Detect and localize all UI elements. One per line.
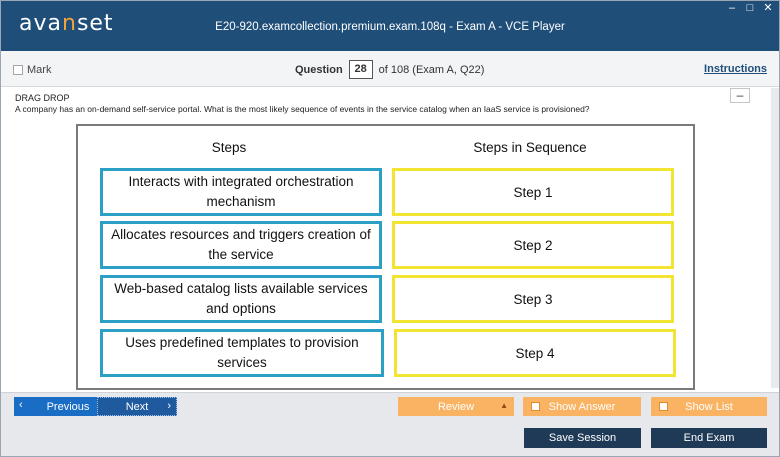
steps-header: Steps (211, 140, 247, 155)
avanset-logo: avanset (19, 11, 114, 36)
save-session-button[interactable]: Save Session (524, 428, 641, 448)
question-counter (295, 60, 484, 79)
minimize-icon[interactable]: – (728, 2, 736, 14)
chevron-left-icon: ‹ (19, 399, 23, 411)
show-answer-button[interactable]: Show Answer (523, 397, 641, 416)
sequence-slot[interactable]: Step 1 (392, 168, 674, 216)
maximize-icon[interactable]: □ (746, 2, 754, 14)
sequence-slot[interactable]: Step 4 (394, 329, 676, 377)
previous-button[interactable]: ‹ Previous (14, 397, 122, 416)
scrollbar[interactable] (771, 88, 779, 388)
step-item[interactable]: Uses predefined templates to provision services (100, 329, 384, 377)
end-exam-button[interactable]: End Exam (651, 428, 767, 448)
window-controls (727, 3, 773, 13)
checkbox-icon[interactable] (659, 402, 668, 411)
step-item[interactable]: Web-based catalog lists available services and options (100, 275, 382, 323)
show-list-button[interactable]: Show List (651, 397, 767, 416)
next-button[interactable]: Next › (97, 397, 177, 416)
question-number-input[interactable]: 28 (349, 60, 373, 79)
mark-label: Mark (27, 64, 52, 76)
question-label: Question (295, 63, 343, 76)
question-content (1, 88, 779, 392)
step-item[interactable]: Allocates resources and triggers creation of the service (100, 221, 382, 269)
sequence-slot[interactable]: Step 3 (392, 275, 674, 323)
review-button[interactable]: Review ▲ (398, 397, 514, 416)
step-item[interactable]: Interacts with integrated orchestration mechanism (100, 168, 382, 216)
bottom-toolbar (1, 392, 779, 456)
checkbox-icon[interactable] (13, 65, 23, 75)
mark-checkbox[interactable] (13, 64, 51, 76)
title-bar (1, 1, 779, 51)
drag-drop-panel (76, 124, 695, 390)
question-type: DRAG DROP (15, 93, 70, 103)
checkbox-icon[interactable] (531, 402, 540, 411)
close-icon[interactable]: ✕ (763, 2, 773, 14)
triangle-up-icon[interactable]: ▲ (500, 401, 508, 410)
question-bar (1, 51, 779, 87)
sequence-slot[interactable]: Step 2 (392, 221, 674, 269)
chevron-right-icon: › (167, 400, 171, 412)
question-total: of 108 (Exam A, Q22) (378, 63, 485, 76)
sequence-header: Steps in Sequence (473, 140, 587, 155)
collapse-button[interactable]: – (730, 88, 750, 103)
question-text: A company has an on-demand self-service portal. What is the most likely sequence of events in the service catalog when an IaaS service is provisioned? (15, 104, 590, 114)
window-title: E20-920.examcollection.premium.exam.108q - Exam A - VCE Player (215, 21, 565, 33)
instructions-link[interactable]: Instructions (704, 63, 767, 75)
